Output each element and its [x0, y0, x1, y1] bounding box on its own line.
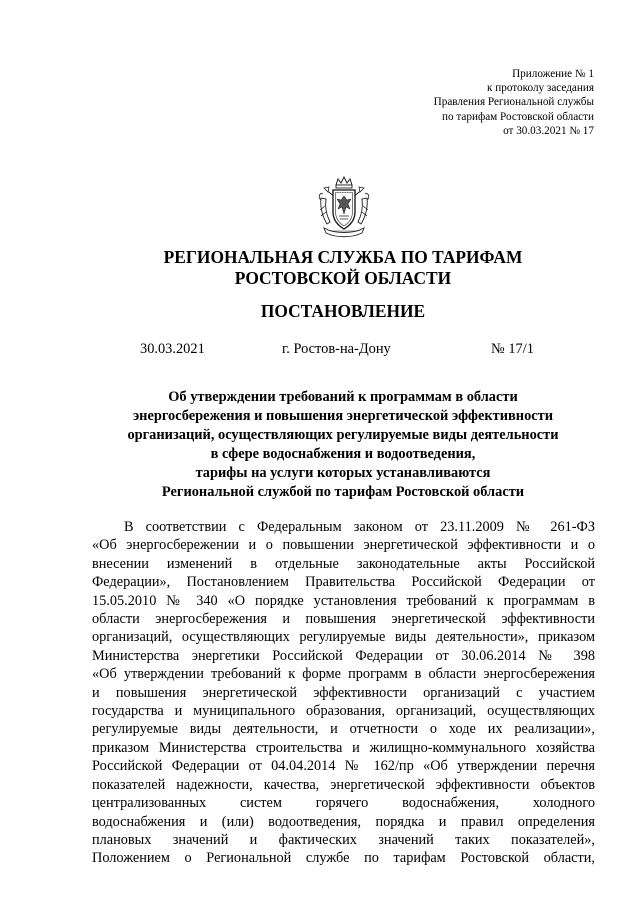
subject-line: в сфере водоснабжения и водоотведения,	[210, 446, 476, 462]
body-line: регулируемые виды деятельности, и отчетности о ходе их реализации»,	[92, 721, 595, 738]
subject-line: организаций, осуществляющих регулируемые виды деятельности	[127, 427, 559, 443]
body-line: Положением о Региональной службе по тарифам Ростовской области,	[92, 850, 595, 867]
appendix-line: Приложение № 1	[512, 68, 594, 80]
body-line: внесении изменений в отдельные законодательные акты Российской	[92, 555, 595, 572]
body-line: плановых значений и фактических значений таких показателей»,	[92, 831, 595, 848]
coat-of-arms-icon	[316, 176, 372, 239]
subject-line: Об утверждении требований к программам в области	[168, 389, 518, 405]
document-type: ПОСТАНОВЛЕНИЕ	[260, 301, 426, 321]
body-paragraph	[92, 518, 595, 868]
body-line: В соответствии с Федеральным законом от 23.11.2009 № 261-ФЗ	[124, 519, 595, 535]
subject-line: Региональной службой по тарифам Ростовской области	[161, 484, 525, 500]
appendix-line: к протоколу заседания	[487, 82, 594, 95]
body-line: 15.05.2010 № 340 «О порядке установления требований к программам в	[92, 592, 595, 609]
body-line: приказом Министерства строительства и жилищно-коммунального хозяйства	[92, 739, 595, 756]
body-line: показателей надежности, качества, энергетической эффективности объектов	[92, 776, 595, 793]
organization-name-line: РЕГИОНАЛЬНАЯ СЛУЖБА ПО ТАРИФАМ	[163, 247, 523, 267]
appendix-line: Правления Региональной службы	[433, 96, 594, 109]
document-subject	[0, 388, 640, 502]
document-date: 30.03.2021	[140, 341, 205, 357]
body-line: и повышения энергетической эффективности организаций с участием	[92, 684, 595, 701]
body-line: Федерации», Постановлением Правительства Российской Федерации от	[92, 574, 595, 591]
body-line: «Об энергосбережении и о повышении энергетической эффективности и о	[92, 537, 595, 554]
body-line: централизованных систем горячего водоснабжения, холодного	[92, 795, 595, 812]
organization-name	[0, 247, 640, 289]
appendix-note	[434, 67, 594, 138]
body-line: Министерства энергетики Российской Федерации от 30.06.2014 № 398	[92, 647, 595, 664]
body-line: области энергосбережения и повышения энергетической эффективности	[92, 611, 595, 628]
subject-line: энергосбережения и повышения энергетической эффективности	[132, 408, 554, 424]
subject-line: тарифы на услуги которых устанавливаются	[195, 465, 491, 481]
document-number: № 17/1	[491, 341, 534, 357]
body-line: Российской Федерации от 04.04.2014 № 162/пр «Об утверждении перечня	[92, 758, 595, 775]
body-line: водоснабжения и (или) водоотведения, порядка и правил определения	[92, 813, 595, 830]
document-city: г. Ростов-на-Дону	[282, 341, 391, 357]
organization-name-line: РОСТОВСКОЙ ОБЛАСТИ	[234, 268, 452, 288]
body-line: «Об утверждении требований к форме программ в области энергосбережения	[92, 666, 595, 683]
body-line: организаций, осуществляющих регулируемые виды деятельности», приказом	[92, 629, 595, 646]
appendix-line: от 30.03.2021 № 17	[503, 124, 594, 137]
body-line: государства и муниципального образования, организаций, осуществляющих	[92, 703, 595, 720]
appendix-line: по тарифам Ростовской области	[442, 110, 594, 123]
